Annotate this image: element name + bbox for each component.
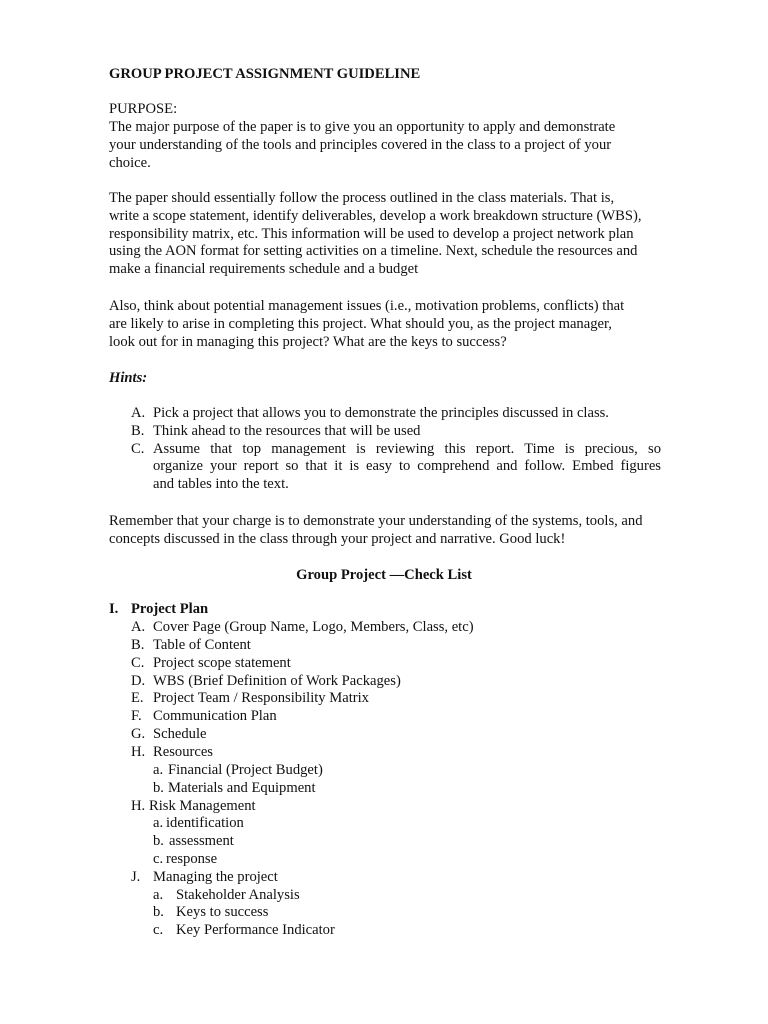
paragraph-line: write a scope statement, identify deliverables, develop a work breakdown structure (WBS), (109, 207, 642, 224)
checklist-subitem (153, 815, 244, 833)
item-text: Resources (153, 744, 213, 760)
purpose-paragraph (109, 119, 669, 172)
item-text: WBS (Brief Definition of Work Packages) (153, 673, 401, 689)
checklist-subitem (153, 922, 335, 940)
item-text: assessment (169, 833, 234, 849)
item-text: Keys to success (176, 904, 269, 920)
checklist-item (131, 619, 474, 637)
process-paragraph (109, 190, 669, 279)
checklist-subitem (153, 904, 268, 922)
checklist-title: Group Project —Check List (296, 567, 472, 583)
item-text: Schedule (153, 726, 207, 742)
paragraph-line: The paper should essentially follow the process outlined in the class materials. That is, (109, 190, 615, 206)
section-heading (109, 601, 208, 619)
purpose-label: PURPOSE: (109, 101, 178, 117)
paragraph-line: make a financial requirements schedule and a budget (109, 261, 419, 278)
paragraph-line: concepts discussed in the class through your project and narrative. Good luck! (109, 530, 566, 547)
paragraph-line: choice. (109, 154, 151, 171)
checklist-item (131, 673, 401, 691)
checklist-item (131, 726, 207, 744)
item-text: Cover Page (Group Name, Logo, Members, Class, etc) (153, 619, 474, 635)
item-letter: b. (153, 904, 164, 920)
item-text: Managing the project (153, 869, 278, 885)
item-text: Materials and Equipment (168, 780, 316, 796)
hints-heading: Hints: (109, 370, 148, 386)
hint-item (131, 441, 661, 494)
hint-line: Think ahead to the resources that will be used (153, 422, 421, 439)
item-letter: D. (131, 673, 146, 689)
hints-list (131, 405, 661, 494)
item-letter: E. (131, 690, 144, 706)
hint-line: Assume that top management is reviewing this report. Time is precious, so (153, 440, 661, 457)
paragraph-line: your understanding of the tools and principles covered in the class to a project of your (109, 136, 612, 153)
checklist-item (131, 744, 213, 762)
checklist-item (131, 798, 256, 816)
item-text: Financial (Project Budget) (168, 762, 323, 778)
checklist-item (131, 655, 291, 673)
paragraph-line: using the AON format for setting activities on a timeline. Next, schedule the resources and (109, 243, 638, 260)
item-text: response (166, 851, 218, 867)
checklist-item (131, 708, 277, 726)
item-letter: H. (131, 744, 146, 760)
checklist-item (131, 869, 278, 887)
document-title: GROUP PROJECT ASSIGNMENT GUIDELINE (109, 66, 421, 82)
hint-item (131, 405, 661, 423)
item-text: Project Team / Responsibility Matrix (153, 690, 369, 706)
hint-letter: A. (131, 405, 146, 421)
item-letter: C. (131, 655, 145, 671)
paragraph-line: responsibility matrix, etc. This information will be used to develop a project network plan (109, 225, 634, 242)
paragraph-line: are likely to arise in completing this project. What should you, as the project manager, (109, 315, 612, 332)
item-letter: c. (153, 922, 164, 938)
checklist-subitem (153, 851, 217, 869)
section-label: Project Plan (131, 601, 209, 617)
checklist-subitem (153, 762, 323, 780)
paragraph-line: Remember that your charge is to demonstrate your understanding of the systems, tools, and (109, 513, 643, 529)
hint-line: and tables into the text. (153, 476, 289, 493)
hint-letter: C. (131, 440, 145, 457)
paragraph-line: The major purpose of the paper is to give you an opportunity to apply and demonstrate (109, 119, 616, 135)
hint-item (131, 423, 661, 441)
checklist-item (131, 637, 251, 655)
item-letter: a. (153, 815, 164, 831)
issues-paragraph (109, 298, 669, 351)
paragraph-line: look out for in managing this project? What are the keys to success? (109, 333, 507, 350)
checklist-subitem (153, 780, 316, 798)
item-text: identification (166, 815, 244, 831)
checklist-subitem (153, 833, 234, 851)
item-letter: b. (153, 833, 164, 849)
hint-line: Pick a project that allows you to demonstrate the principles discussed in class. (153, 405, 609, 421)
paragraph-line: Also, think about potential management issues (i.e., motivation problems, conflicts) that (109, 298, 625, 314)
checklist-item (131, 690, 369, 708)
item-letter: G. (131, 726, 146, 742)
item-text: Table of Content (153, 637, 251, 653)
hint-letter: B. (131, 422, 145, 439)
section-number: I. (109, 601, 119, 617)
item-letter: c. (153, 851, 164, 867)
closing-paragraph (109, 513, 669, 549)
item-letter: B. (131, 637, 145, 653)
item-letter: H. (131, 798, 146, 814)
item-text: Stakeholder Analysis (176, 887, 300, 903)
item-letter: a. (153, 887, 164, 903)
item-letter: A. (131, 619, 146, 635)
item-text: Risk Management (149, 798, 256, 814)
item-text: Project scope statement (153, 655, 291, 671)
item-text: Key Performance Indicator (176, 922, 335, 938)
item-letter: F. (131, 708, 142, 724)
hint-line: organize your report so that it is easy to comprehend and follow. Embed figures (153, 458, 661, 475)
checklist-subitem (153, 887, 300, 905)
item-text: Communication Plan (153, 708, 277, 724)
item-letter: J. (131, 869, 141, 885)
item-letter: b. (153, 780, 164, 796)
item-letter: a. (153, 762, 164, 778)
